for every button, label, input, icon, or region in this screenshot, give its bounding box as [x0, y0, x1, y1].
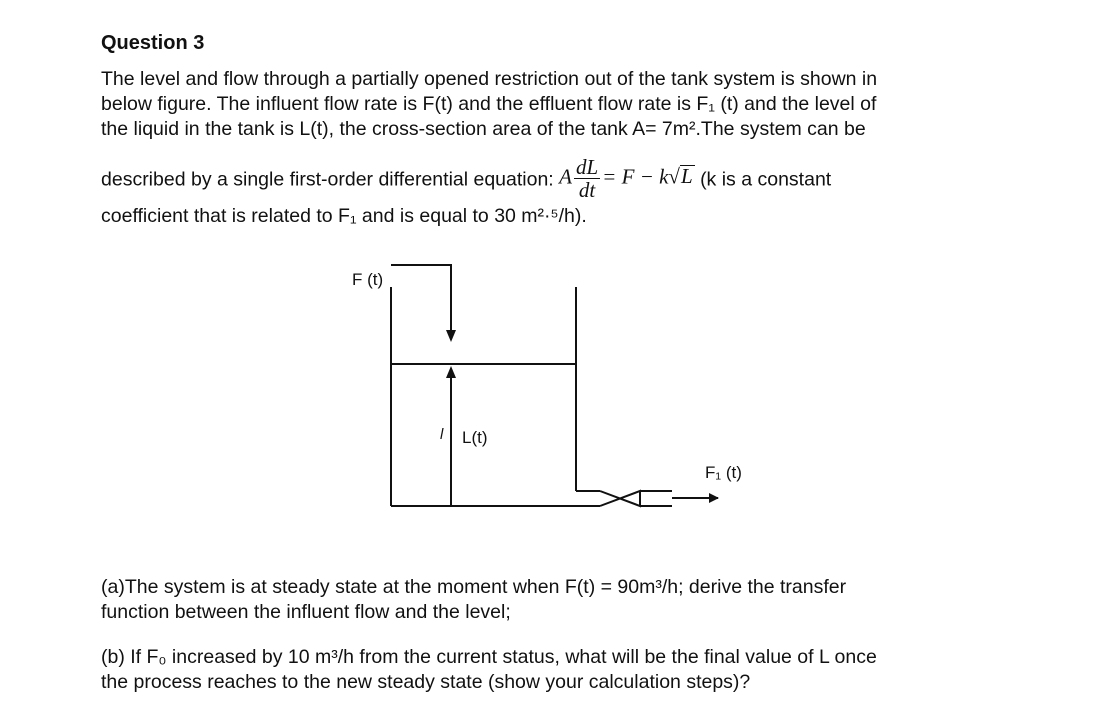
level-arrowhead	[446, 366, 456, 378]
eq-derivative	[574, 156, 600, 201]
level-label: L(t)	[462, 428, 488, 447]
outflow-label: F₁ (t)	[705, 463, 742, 482]
part-b-line: the process reaches to the new steady state (show your calculation steps)?	[101, 671, 751, 693]
intro-line: below figure. The influent flow rate is F(t) and the effluent flow rate is F₁ (t) and the level of	[101, 93, 877, 115]
intro-line: The level and flow through a partially opened restriction out of the tank system is shown in	[101, 68, 878, 90]
differential-equation	[559, 156, 694, 201]
eq-rhs: = F − k	[602, 164, 669, 189]
equation-suffix: (k is a constant	[700, 168, 832, 191]
sqrt-sign: √	[668, 164, 680, 189]
intro-line: the liquid in the tank is L(t), the cross-section area of the tank A= 7m².The system can be	[101, 118, 866, 140]
part-a	[101, 575, 846, 625]
valve-symbol	[600, 491, 640, 506]
part-b	[101, 645, 877, 695]
level-tick-label: l	[440, 426, 444, 443]
eq-area-symbol: A	[559, 164, 572, 189]
eq-sqrt-arg: L	[680, 164, 693, 189]
inflow-arrowhead	[446, 330, 456, 342]
inflow-label: F (t)	[352, 270, 384, 289]
equation-prefix: described by a single first-order differential equation:	[101, 168, 554, 191]
eq-denominator: dt	[578, 178, 596, 202]
equation-line	[101, 155, 832, 203]
question-title: Question 3	[101, 32, 205, 54]
part-a-line: function between the influent flow and the level;	[101, 601, 511, 623]
coefficient-line: coefficient that is related to F₁ and is equal to 30 m²·⁵/h).	[101, 205, 587, 227]
eq-numerator: dL	[575, 155, 599, 179]
part-a-line: (a)The system is at steady state at the moment when F(t) = 90m³/h; derive the transfer	[101, 576, 847, 598]
question-intro	[101, 67, 877, 142]
part-b-line: (b) If F₀ increased by 10 m³/h from the current status, what will be the final value of L once	[101, 646, 877, 668]
inflow-pipe	[391, 265, 451, 334]
